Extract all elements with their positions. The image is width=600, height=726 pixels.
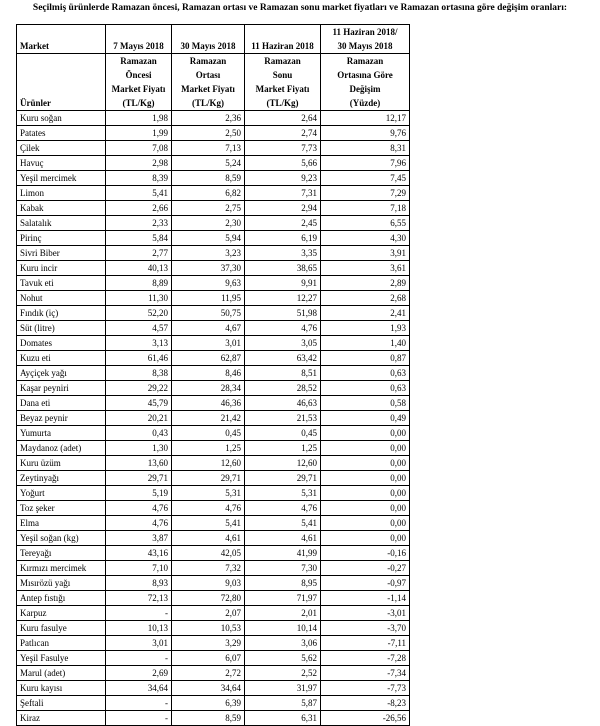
price-before-cell: 11,30 [106, 291, 172, 306]
product-name-cell: Beyaz peynir [17, 411, 106, 426]
change-percent-cell: 3,61 [321, 261, 410, 276]
price-after-cell: 5,87 [245, 696, 321, 711]
price-before-cell: - [106, 606, 172, 621]
header-sub4-line: Ortasına Göre [337, 70, 393, 80]
table-row [17, 201, 410, 216]
price-middle-cell: 11,95 [172, 291, 245, 306]
price-after-cell: 7,30 [245, 561, 321, 576]
price-middle-cell: 72,80 [172, 591, 245, 606]
product-name-cell: Kuzu eti [17, 351, 106, 366]
price-middle-cell: 5,24 [172, 156, 245, 171]
change-percent-cell: -1,14 [321, 591, 410, 606]
price-after-cell: 8,51 [245, 366, 321, 381]
price-middle-cell: 6,82 [172, 186, 245, 201]
price-after-cell: 1,25 [245, 441, 321, 456]
table-row [17, 111, 410, 126]
table-row [17, 471, 410, 486]
price-middle-cell: 37,30 [172, 261, 245, 276]
price-middle-cell: 29,71 [172, 471, 245, 486]
change-percent-cell: -3,70 [321, 621, 410, 636]
table-row [17, 411, 410, 426]
header-sub3-line: (TL/Kg) [266, 98, 299, 108]
price-middle-cell: 7,32 [172, 561, 245, 576]
change-percent-cell: 1,40 [321, 336, 410, 351]
table-row [17, 621, 410, 636]
change-percent-cell: 4,30 [321, 231, 410, 246]
product-name-cell: Karpuz [17, 606, 106, 621]
price-after-cell: 71,97 [245, 591, 321, 606]
price-middle-cell: 6,39 [172, 696, 245, 711]
price-middle-cell: 5,94 [172, 231, 245, 246]
price-after-cell: 3,05 [245, 336, 321, 351]
change-percent-cell: 0,58 [321, 396, 410, 411]
product-name-cell: Havuç [17, 156, 106, 171]
price-before-cell: 20,21 [106, 411, 172, 426]
change-percent-cell: 7,29 [321, 186, 410, 201]
change-percent-cell: 7,96 [321, 156, 410, 171]
header-sub-4 [321, 54, 410, 111]
product-name-cell: Kırmızı mercimek [17, 561, 106, 576]
table-row [17, 336, 410, 351]
price-before-cell: 7,10 [106, 561, 172, 576]
price-after-cell: 46,63 [245, 396, 321, 411]
change-percent-cell: 0,00 [321, 456, 410, 471]
product-name-cell: Yoğurt [17, 486, 106, 501]
price-before-cell: 72,13 [106, 591, 172, 606]
header-urunler: Ürünler [17, 54, 106, 111]
table-row [17, 606, 410, 621]
change-percent-cell: 1,93 [321, 321, 410, 336]
header-date-4-line1: 11 Haziran 2018/ [332, 27, 398, 37]
change-percent-cell: 0,00 [321, 426, 410, 441]
product-name-cell: Domates [17, 336, 106, 351]
price-middle-cell: 9,63 [172, 276, 245, 291]
product-name-cell: Zeytinyağı [17, 471, 106, 486]
price-middle-cell: 3,23 [172, 246, 245, 261]
price-after-cell: 21,53 [245, 411, 321, 426]
price-middle-cell: 3,29 [172, 636, 245, 651]
table-row [17, 231, 410, 246]
product-name-cell: Ayçiçek yağı [17, 366, 106, 381]
product-name-cell: Kiraz [17, 711, 106, 726]
product-name-cell: Tavuk eti [17, 276, 106, 291]
price-before-cell: 2,98 [106, 156, 172, 171]
product-name-cell: Dana eti [17, 396, 106, 411]
change-percent-cell: -7,11 [321, 636, 410, 651]
price-after-cell: 12,27 [245, 291, 321, 306]
price-after-cell: 9,23 [245, 171, 321, 186]
price-middle-cell: 62,87 [172, 351, 245, 366]
price-after-cell: 4,76 [245, 321, 321, 336]
change-percent-cell: -7,73 [321, 681, 410, 696]
change-percent-cell: 2,41 [321, 306, 410, 321]
header-sub3-line: Market Fiyatı [255, 84, 310, 94]
product-name-cell: Limon [17, 186, 106, 201]
price-middle-cell: 8,46 [172, 366, 245, 381]
price-after-cell: 2,52 [245, 666, 321, 681]
header-sub3-line: Sonu [272, 70, 293, 80]
change-percent-cell: 0,00 [321, 441, 410, 456]
product-name-cell: Toz şeker [17, 501, 106, 516]
price-after-cell: 2,45 [245, 216, 321, 231]
product-name-cell: Çilek [17, 141, 106, 156]
price-before-cell: 0,43 [106, 426, 172, 441]
table-row [17, 486, 410, 501]
price-before-cell: 3,13 [106, 336, 172, 351]
table-row [17, 126, 410, 141]
product-name-cell: Yeşil Fasulye [17, 651, 106, 666]
header-sub1-line: Market Fiyatı [111, 84, 166, 94]
price-after-cell: 8,95 [245, 576, 321, 591]
price-middle-cell: 34,64 [172, 681, 245, 696]
price-before-cell: 5,84 [106, 231, 172, 246]
table-row [17, 381, 410, 396]
header-date-3: 11 Haziran 2018 [245, 25, 321, 54]
price-middle-cell: 28,34 [172, 381, 245, 396]
product-name-cell: Pirinç [17, 231, 106, 246]
table-row [17, 426, 410, 441]
page-title: Seçilmiş ürünlerde Ramazan öncesi, Ramazan ortası ve Ramazan sonu market fiyatları ve Ramazan ortasına göre değişim oranları: [32, 3, 568, 13]
price-before-cell: 40,13 [106, 261, 172, 276]
price-before-cell: 1,30 [106, 441, 172, 456]
change-percent-cell: 9,76 [321, 126, 410, 141]
table-row [17, 366, 410, 381]
price-before-cell: 1,98 [106, 111, 172, 126]
product-name-cell: Kuru kayısı [17, 681, 106, 696]
price-after-cell: 5,41 [245, 516, 321, 531]
table-row [17, 186, 410, 201]
header-sub4-line: (Yüzde) [349, 98, 381, 108]
product-name-cell: Patates [17, 126, 106, 141]
product-name-cell: Maydanoz (adet) [17, 441, 106, 456]
price-middle-cell: 2,75 [172, 201, 245, 216]
price-middle-cell: 7,13 [172, 141, 245, 156]
product-name-cell: Fındık (iç) [17, 306, 106, 321]
price-before-cell: 61,46 [106, 351, 172, 366]
price-table [16, 24, 410, 726]
change-percent-cell: -26,56 [321, 711, 410, 726]
price-before-cell: 2,69 [106, 666, 172, 681]
table-row [17, 531, 410, 546]
table-row [17, 291, 410, 306]
price-middle-cell: 2,07 [172, 606, 245, 621]
header-sub3-line: Ramazan [264, 56, 301, 66]
change-percent-cell: 0,00 [321, 501, 410, 516]
table-row [17, 576, 410, 591]
header-sub-1 [106, 54, 172, 111]
price-middle-cell: 4,67 [172, 321, 245, 336]
product-name-cell: Kuru üzüm [17, 456, 106, 471]
price-middle-cell: 5,41 [172, 516, 245, 531]
price-before-cell: 29,22 [106, 381, 172, 396]
table-row [17, 261, 410, 276]
change-percent-cell: 0,00 [321, 531, 410, 546]
header-market: Market [17, 25, 106, 54]
price-middle-cell: 50,75 [172, 306, 245, 321]
table-row [17, 171, 410, 186]
table-row [17, 711, 410, 726]
change-percent-cell: 12,17 [321, 111, 410, 126]
price-after-cell: 2,94 [245, 201, 321, 216]
price-after-cell: 5,66 [245, 156, 321, 171]
price-after-cell: 2,01 [245, 606, 321, 621]
price-middle-cell: 46,36 [172, 396, 245, 411]
change-percent-cell: 0,49 [321, 411, 410, 426]
price-after-cell: 7,31 [245, 186, 321, 201]
product-name-cell: Marul (adet) [17, 666, 106, 681]
header-date-1: 7 Mayıs 2018 [106, 25, 172, 54]
table-row [17, 546, 410, 561]
table-row [17, 456, 410, 471]
price-before-cell: - [106, 711, 172, 726]
price-before-cell: - [106, 651, 172, 666]
price-after-cell: 29,71 [245, 471, 321, 486]
table-row [17, 246, 410, 261]
price-before-cell: 8,38 [106, 366, 172, 381]
price-after-cell: 5,31 [245, 486, 321, 501]
price-middle-cell: 2,50 [172, 126, 245, 141]
header-sub2-line: Ramazan [189, 56, 227, 66]
table-row [17, 666, 410, 681]
price-after-cell: 28,52 [245, 381, 321, 396]
price-before-cell: 5,19 [106, 486, 172, 501]
price-middle-cell: 21,42 [172, 411, 245, 426]
table-row [17, 216, 410, 231]
price-middle-cell: 10,53 [172, 621, 245, 636]
price-before-cell: 3,01 [106, 636, 172, 651]
product-name-cell: Nohut [17, 291, 106, 306]
product-name-cell: Kabak [17, 201, 106, 216]
table-body [17, 111, 410, 726]
price-before-cell: 10,13 [106, 621, 172, 636]
change-percent-cell: 0,63 [321, 366, 410, 381]
table-row [17, 441, 410, 456]
change-percent-cell: 8,31 [321, 141, 410, 156]
price-before-cell: 3,87 [106, 531, 172, 546]
header-sub-2 [172, 54, 245, 111]
price-middle-cell: 3,01 [172, 336, 245, 351]
price-after-cell: 7,73 [245, 141, 321, 156]
table-row [17, 501, 410, 516]
price-after-cell: 38,65 [245, 261, 321, 276]
header-sub4-line: Değişim [349, 84, 381, 94]
product-name-cell: Mısırözü yağı [17, 576, 106, 591]
price-before-cell: 4,76 [106, 501, 172, 516]
price-before-cell: 13,60 [106, 456, 172, 471]
change-percent-cell: 0,00 [321, 471, 410, 486]
product-name-cell: Kuru fasulye [17, 621, 106, 636]
product-name-cell: Sivri Biber [17, 246, 106, 261]
price-after-cell: 31,97 [245, 681, 321, 696]
price-before-cell: 2,66 [106, 201, 172, 216]
price-after-cell: 6,31 [245, 711, 321, 726]
header-row-descriptions [17, 54, 410, 111]
change-percent-cell: 0,87 [321, 351, 410, 366]
price-after-cell: 51,98 [245, 306, 321, 321]
change-percent-cell: -0,16 [321, 546, 410, 561]
product-name-cell: Kuru soğan [17, 111, 106, 126]
header-sub2-line: (TL/Kg) [191, 98, 224, 108]
price-before-cell: 5,41 [106, 186, 172, 201]
price-before-cell: 4,57 [106, 321, 172, 336]
product-name-cell: Patlıcan [17, 636, 106, 651]
price-after-cell: 2,64 [245, 111, 321, 126]
price-middle-cell: 2,36 [172, 111, 245, 126]
change-percent-cell: 7,18 [321, 201, 410, 216]
price-before-cell: 34,64 [106, 681, 172, 696]
header-date-4 [321, 25, 410, 54]
table-row [17, 561, 410, 576]
price-after-cell: 3,06 [245, 636, 321, 651]
table-row [17, 396, 410, 411]
change-percent-cell: 2,68 [321, 291, 410, 306]
price-after-cell: 2,74 [245, 126, 321, 141]
price-before-cell: 1,99 [106, 126, 172, 141]
price-middle-cell: 8,59 [172, 711, 245, 726]
header-row-dates [17, 25, 410, 54]
table-row [17, 636, 410, 651]
price-before-cell: 8,39 [106, 171, 172, 186]
product-name-cell: Kaşar peyniri [17, 381, 106, 396]
table-row [17, 156, 410, 171]
table-row [17, 591, 410, 606]
table-row [17, 696, 410, 711]
price-before-cell: 8,93 [106, 576, 172, 591]
header-sub1-line: (TL/Kg) [122, 98, 155, 108]
price-after-cell: 4,76 [245, 501, 321, 516]
product-name-cell: Yeşil soğan (kg) [17, 531, 106, 546]
header-date-2: 30 Mayıs 2018 [172, 25, 245, 54]
change-percent-cell: 2,89 [321, 276, 410, 291]
change-percent-cell: -7,28 [321, 651, 410, 666]
header-sub4-line: Ramazan [346, 56, 384, 66]
table-row [17, 321, 410, 336]
price-middle-cell: 5,31 [172, 486, 245, 501]
price-after-cell: 6,19 [245, 231, 321, 246]
table-row [17, 516, 410, 531]
product-name-cell: Yumurta [17, 426, 106, 441]
header-sub2-line: Ortası [195, 70, 221, 80]
price-middle-cell: 2,72 [172, 666, 245, 681]
price-after-cell: 0,45 [245, 426, 321, 441]
change-percent-cell: -3,01 [321, 606, 410, 621]
product-name-cell: Salatalık [17, 216, 106, 231]
change-percent-cell: 6,55 [321, 216, 410, 231]
price-after-cell: 4,61 [245, 531, 321, 546]
change-percent-cell: 0,00 [321, 486, 410, 501]
price-after-cell: 63,42 [245, 351, 321, 366]
price-middle-cell: 0,45 [172, 426, 245, 441]
price-after-cell: 10,14 [245, 621, 321, 636]
price-middle-cell: 1,25 [172, 441, 245, 456]
change-percent-cell: 0,00 [321, 516, 410, 531]
table-row [17, 141, 410, 156]
change-percent-cell: 7,45 [321, 171, 410, 186]
price-middle-cell: 4,61 [172, 531, 245, 546]
price-before-cell: 8,89 [106, 276, 172, 291]
price-middle-cell: 2,30 [172, 216, 245, 231]
price-before-cell: 2,33 [106, 216, 172, 231]
price-before-cell: 2,77 [106, 246, 172, 261]
header-sub-3 [245, 54, 321, 111]
change-percent-cell: -7,34 [321, 666, 410, 681]
header-date-4-line2: 30 Mayıs 2018 [337, 41, 393, 51]
product-name-cell: Süt (litre) [17, 321, 106, 336]
change-percent-cell: 0,63 [321, 381, 410, 396]
price-before-cell: 4,76 [106, 516, 172, 531]
product-name-cell: Antep fıstığı [17, 591, 106, 606]
price-middle-cell: 8,59 [172, 171, 245, 186]
table-row [17, 651, 410, 666]
table-row [17, 681, 410, 696]
price-before-cell: 45,79 [106, 396, 172, 411]
price-before-cell: 29,71 [106, 471, 172, 486]
table-row [17, 351, 410, 366]
change-percent-cell: -0,97 [321, 576, 410, 591]
header-sub1-line: Öncesi [125, 70, 152, 80]
price-before-cell: 52,20 [106, 306, 172, 321]
price-middle-cell: 42,05 [172, 546, 245, 561]
table-row [17, 276, 410, 291]
product-name-cell: Tereyağı [17, 546, 106, 561]
header-sub1-line: Ramazan [120, 56, 157, 66]
price-after-cell: 3,35 [245, 246, 321, 261]
price-before-cell: - [106, 696, 172, 711]
product-name-cell: Kuru incir [17, 261, 106, 276]
product-name-cell: Şeftali [17, 696, 106, 711]
product-name-cell: Yeşil mercimek [17, 171, 106, 186]
header-sub2-line: Market Fiyatı [181, 84, 235, 94]
price-middle-cell: 4,76 [172, 501, 245, 516]
price-after-cell: 5,62 [245, 651, 321, 666]
table-row [17, 306, 410, 321]
price-after-cell: 41,99 [245, 546, 321, 561]
price-middle-cell: 9,03 [172, 576, 245, 591]
product-name-cell: Elma [17, 516, 106, 531]
price-after-cell: 9,91 [245, 276, 321, 291]
price-before-cell: 7,08 [106, 141, 172, 156]
price-middle-cell: 6,07 [172, 651, 245, 666]
price-middle-cell: 12,60 [172, 456, 245, 471]
change-percent-cell: -8,23 [321, 696, 410, 711]
price-before-cell: 43,16 [106, 546, 172, 561]
change-percent-cell: -0,27 [321, 561, 410, 576]
change-percent-cell: 3,91 [321, 246, 410, 261]
price-after-cell: 12,60 [245, 456, 321, 471]
